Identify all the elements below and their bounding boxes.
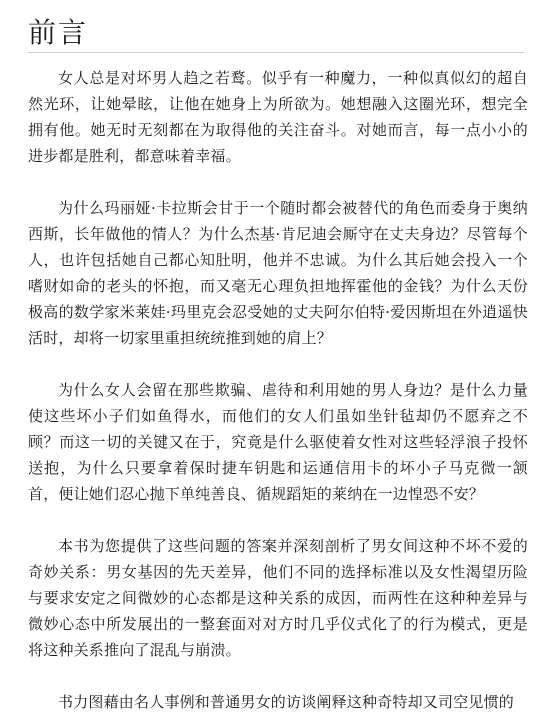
page-title: 前言 [28,16,524,53]
document-body [28,65,528,715]
paragraph-4: 本书为您提供了这些问题的答案并深刻剖析了男女间这种不坏不爱的奇妙关系：男女基因的先天差异，他们不同的选择标准以及女性渴望历险与要求安定之间微妙的心态都是这种关系的成因，而两性在这种种差异与微妙心态中所发展出的一整套面对对方时几乎仪式化了的行为模式，更是将这种关系推向了混乱与崩溃。 [28,537,528,659]
document-page [28,16,528,715]
paragraph-2: 为什么玛丽娅·卡拉斯会甘于一个随时都会被替代的角色而委身于奥纳西斯，长年做他的情人？为什么杰基·肯尼迪会厮守在丈夫身边？尽管每个人，也许包括她自己都心知肚明，他并不忠诚。为什么其后她会投入一个嗜财如命的老头的怀抱，而又毫无心理负担地挥霍他的金钱？为什么天份极高的数学家米莱娃·玛里克会忍受她的丈夫阿尔伯特·爱因斯坦在外逍遥快活时，却将一切家里重担统统推到她的肩上？ [28,199,528,347]
paragraph-3: 为什么女人会留在那些欺骗、虐待和利用她的男人身边？是什么力量使这些坏小子们如鱼得水，而他们的女人们虽如坐针毡却仍不愿弃之不顾？而这一切的关键又在于，究竟是什么驱使着女性对这些轻浮浪子投怀送抱，为什么只要拿着保时捷车钥匙和运通信用卡的坏小子马克微一颔首，便让她们忍心抛下单纯善良、循规蹈矩的莱纳在一边惶恐不安？ [28,381,528,503]
paragraph-5: 书力图藉由名人事例和普通男女的访谈阐释这种奇特却又司空见惯的 [58,693,515,711]
paragraph-1: 女人总是对坏男人趋之若鹜。似乎有一种魔力，一种似真似幻的超自然光环，让她晕眩，让他在她身上为所欲为。她想融入这圈光环，想完全拥有他。她无时无刻都在为取得他的关注奋斗。对她而言，每一点小小的进步都是胜利，都意味着幸福。 [28,69,528,165]
